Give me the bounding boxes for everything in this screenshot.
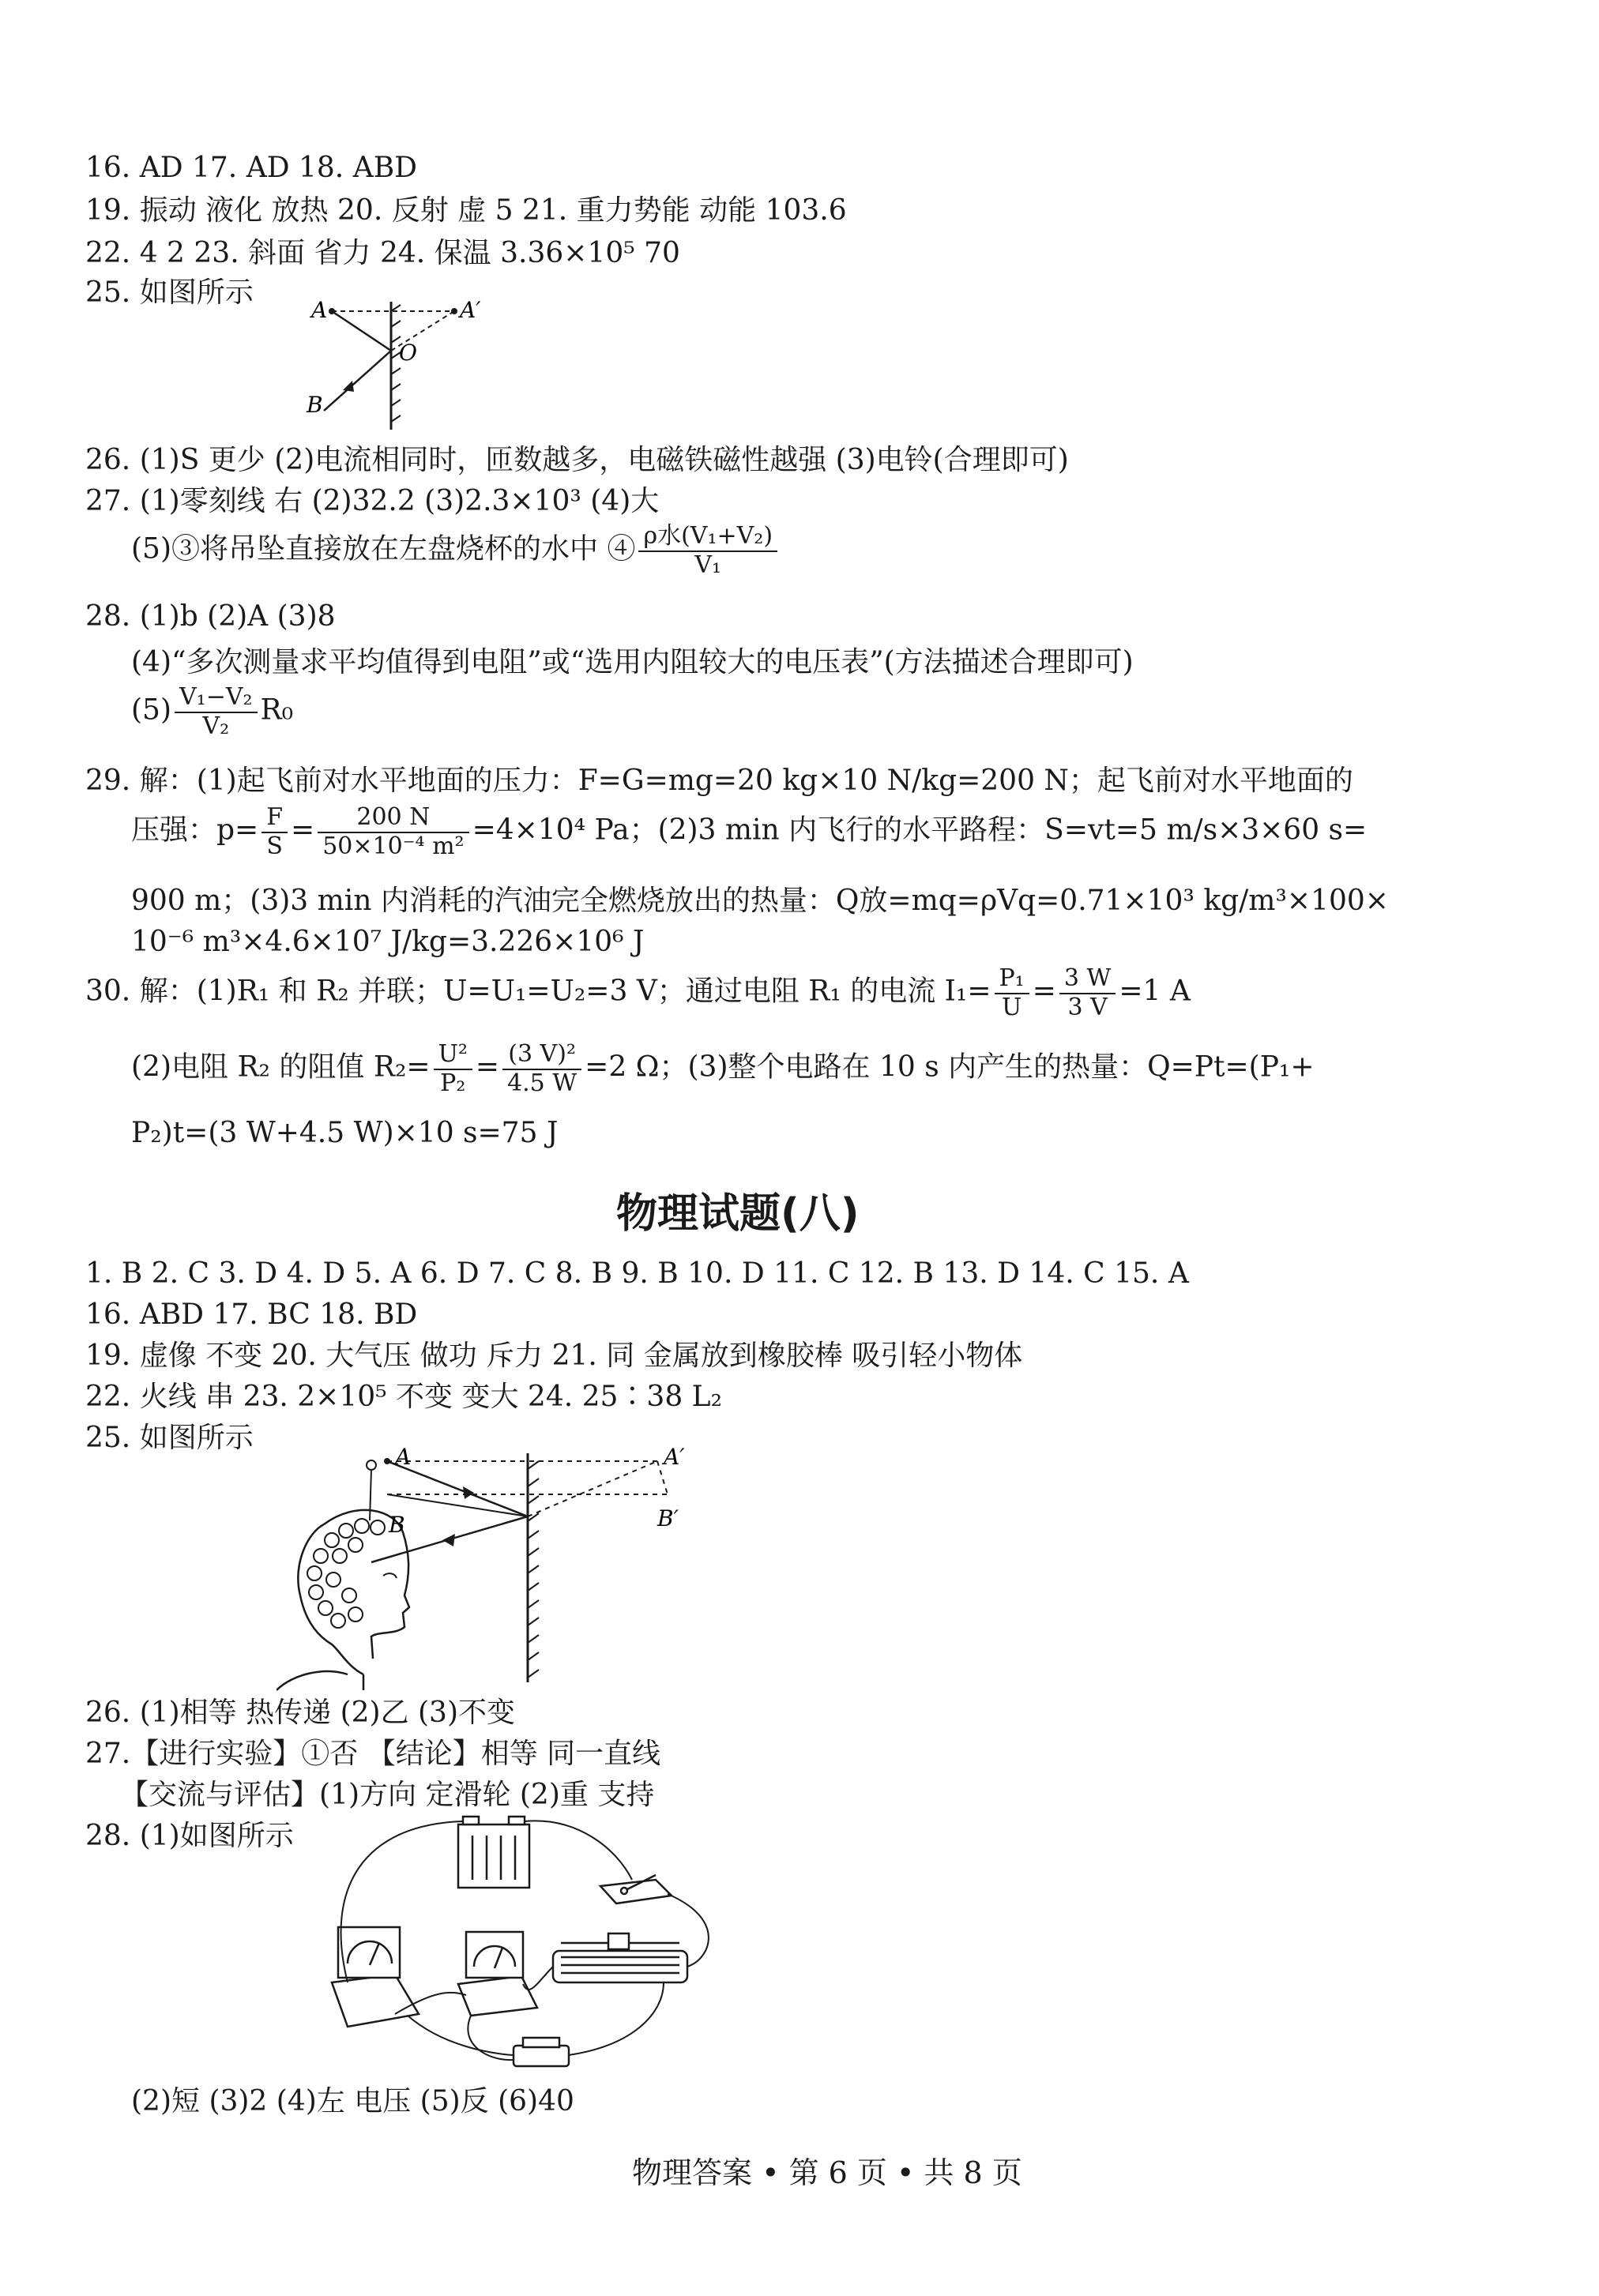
section-title: 物理试题(八) <box>616 1190 860 1238</box>
fraction-voltage: $\frac{\text{V₁−V₂}}{\text{V₂}}$ <box>175 684 258 740</box>
answer-line-28c: (2)短 (3)2 (4)左 电压 (5)反 (6)40 <box>131 2085 574 2118</box>
answer-line-16-18: 16. AD 17. AD 18. ABD <box>85 152 418 184</box>
answer-line-22-24: 22. 4 2 23. 斜面 省力 24. 保温 3.36×10⁵ 70 <box>85 237 680 269</box>
reflected-ray <box>324 351 391 411</box>
answer-line-27b: 27.【进行实验】①否 【结论】相等 同一直线 <box>85 1738 661 1770</box>
arrow-head <box>343 381 354 392</box>
answer-line-29b: 压强：p= $\frac{F}{S}$ = $\frac{200 N}{\text{50×10⁻⁴ m²}}$ =4×10⁴ Pa；(2)3 min 内飞行的水平路程：S=vt=5 m/s×3×60 s= <box>131 803 1368 860</box>
label-b: B <box>389 1512 405 1538</box>
label-b-prime: B′ <box>657 1505 679 1531</box>
answer-line-16-18b: 16. ABD 17. BC 18. BD <box>85 1298 418 1331</box>
answer-line-27c: 【交流与评估】(1)方向 定滑轮 (2)重 支持 <box>120 1779 655 1811</box>
answer-line-27-5 <box>131 523 781 579</box>
answer-line-19-21: 19. 振动 液化 放热 20. 反射 虚 5 21. 重力势能 动能 103.6 <box>85 194 847 227</box>
answer-line-29c: 900 m；(3)3 min 内消耗的汽油完全燃烧放出的热量：Q放=mq=ρVq=0.71×10³ kg/m³×100× <box>131 885 1389 917</box>
label-o: O <box>399 340 417 366</box>
reflection-diagram-1 <box>284 294 482 436</box>
answer-line-28-5: (5) $\frac{\text{V₁−V₂}}{\text{V₂}}$ R₀ <box>131 683 294 740</box>
label-a-prime: A′ <box>664 1444 685 1470</box>
answer-line-28b: 28. (1)如图所示 <box>85 1820 294 1852</box>
battery-icon <box>458 1817 529 1888</box>
switch-bottom-icon <box>514 2038 569 2066</box>
answer-line-19-21b: 19. 虚像 不变 20. 大气压 做功 斥力 21. 同 金属放到橡胶棒 吸引轻小物体 <box>85 1340 1023 1372</box>
label-b: B <box>307 392 323 418</box>
label-a: A <box>311 297 328 323</box>
circuit-diagram <box>316 1809 743 2093</box>
answer-line-27: 27. (1)零刻线 右 (2)32.2 (3)2.3×10³ (4)大 <box>85 485 660 517</box>
answer-line-28: 28. (1)b (2)A (3)8 <box>85 600 336 633</box>
answer-line-22-24b: 22. 火线 串 23. 2×10⁵ 不变 变大 24. 25∶38 L₂ <box>85 1381 723 1413</box>
page-footer: 物理答案 • 第 6 页 • 共 8 页 <box>632 2155 1022 2190</box>
label-a: A <box>395 1444 412 1470</box>
answer-line-29d: 10⁻⁶ m³×4.6×10⁷ J/kg=3.226×10⁶ J <box>131 926 645 958</box>
incident-ray <box>332 311 391 351</box>
text-27-5: (5)③将吊坠直接放在左盘烧杯的水中 ④ <box>131 532 636 566</box>
answer-line-26b: 26. (1)相等 热传递 (2)乙 (3)不变 <box>85 1697 516 1729</box>
answer-line-30c: P₂)t=(3 W+4.5 W)×10 s=75 J <box>131 1117 559 1149</box>
mirror-face-diagram <box>277 1437 703 1698</box>
voltmeter-icon <box>458 1932 537 2016</box>
fraction-density: $\frac{\text{ρ水(V₁+V₂)}}{\text{V₁}}$ <box>638 523 777 579</box>
switch-icon <box>600 1875 672 1903</box>
answer-line-1-15: 1. B 2. C 3. D 4. D 5. A 6. D 7. C 8. B 9. B 10. D 11. C 12. B 13. D 14. C 15. A <box>85 1257 1189 1290</box>
answer-line-28-4: (4)“多次测量求平均值得到电阻”或“选用内阻较大的电压表”(方法描述合理即可) <box>131 646 1134 678</box>
label-a-prime: A′ <box>460 297 481 323</box>
ammeter-icon <box>332 1927 419 2027</box>
answer-line-25b: 25. 如图所示 <box>85 1422 254 1454</box>
answer-line-30: 30. 解：(1)R₁ 和 R₂ 并联；U=U₁=U₂=3 V；通过电阻 R₁ 的电流 I₁= $\frac{\text{P₁}}{U}$ = $\frac{3 W}{3 V}$ =1 A <box>85 964 1191 1021</box>
answer-line-26: 26. (1)S 更少 (2)电流相同时，匝数越多，电磁铁磁性越强 (3)电铃(合理即可) <box>85 444 1069 476</box>
answer-line-25: 25. 如图所示 <box>85 276 254 309</box>
rheostat-icon <box>553 1933 687 1982</box>
answer-line-29: 29. 解：(1)起飞前对水平地面的压力：F=G=mg=20 kg×10 N/kg=200 N；起飞前对水平地面的 <box>85 765 1353 797</box>
answer-line-30b: (2)电阻 R₂ 的阻值 R₂= $\frac{\text{U²}}{\text{P₂}}$ = $\frac{\text{(3 V)²}}{4.5 W}$ =2 Ω；(3)整个电路在 10 s 内产生的热量：Q=Pt=(P₁+ <box>131 1040 1315 1097</box>
